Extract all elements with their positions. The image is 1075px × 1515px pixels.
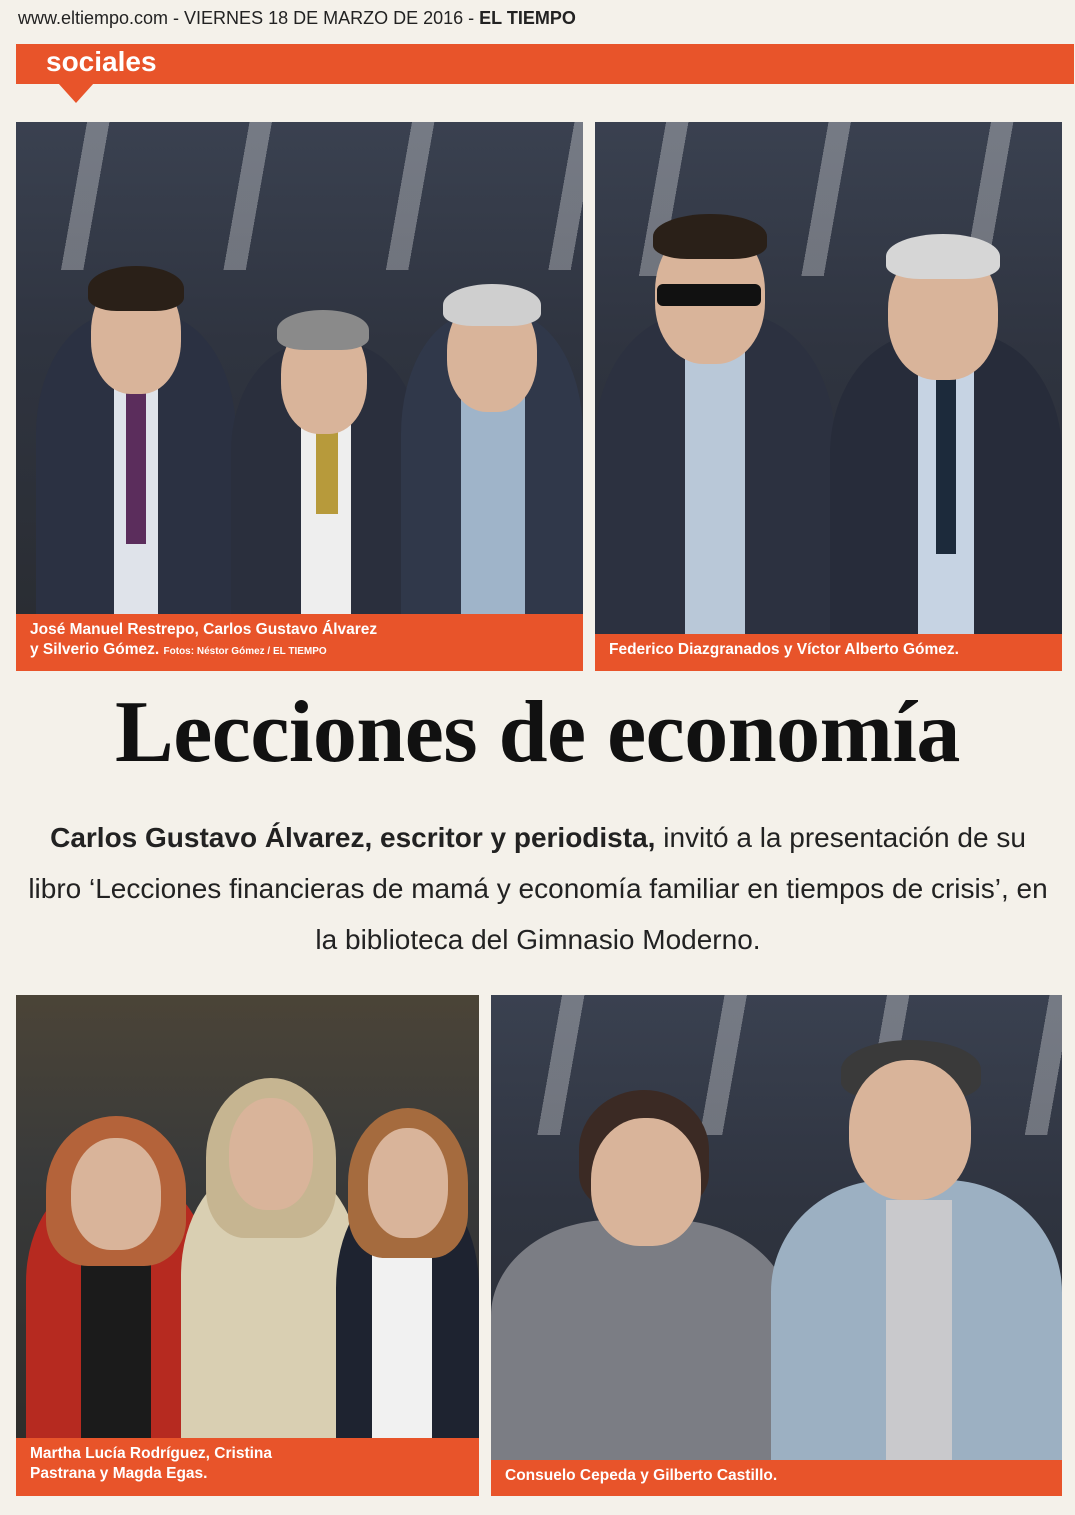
site-url[interactable]: www.eltiempo.com (18, 8, 169, 28)
photo-credit: Fotos: Néstor Gómez / EL TIEMPO (163, 646, 327, 657)
section-pointer-icon (58, 83, 94, 103)
section-label: sociales (46, 46, 157, 77)
photo-1-caption: José Manuel Restrepo, Carlos Gustavo Álvarez y Silverio Gómez. Fotos: Néstor Gómez / EL TIEMPO (16, 614, 583, 671)
newspaper-name: EL TIEMPO (479, 8, 576, 28)
lede (28, 812, 1048, 965)
photo-2-caption: Federico Diazgranados y Víctor Alberto Gómez. (595, 634, 1062, 671)
issue-date: VIERNES 18 DE MARZO DE 2016 (184, 8, 464, 28)
photo-3-caption: Martha Lucía Rodríguez, Cristina Pastrana y Magda Egas. (16, 1438, 479, 1496)
section-bar (16, 44, 1074, 84)
lede-text: invitó a la presentación de su libro ‘Lecciones financieras de mamá y economía familiar en tiempos de crisis’, en la biblioteca del Gimnasio Moderno. (28, 822, 1048, 955)
photo-1 (16, 122, 583, 614)
photo-3 (16, 995, 479, 1438)
lede-highlight: Carlos Gustavo Álvarez, escritor y periodista, (50, 822, 656, 853)
photo-4 (491, 995, 1062, 1460)
headline: Lecciones de economía (115, 684, 960, 781)
photo-4-caption: Consuelo Cepeda y Gilberto Castillo. (491, 1460, 1062, 1496)
masthead: www.eltiempo.com - VIERNES 18 DE MARZO DE 2016 - EL TIEMPO (18, 8, 576, 28)
photo-2 (595, 122, 1062, 634)
